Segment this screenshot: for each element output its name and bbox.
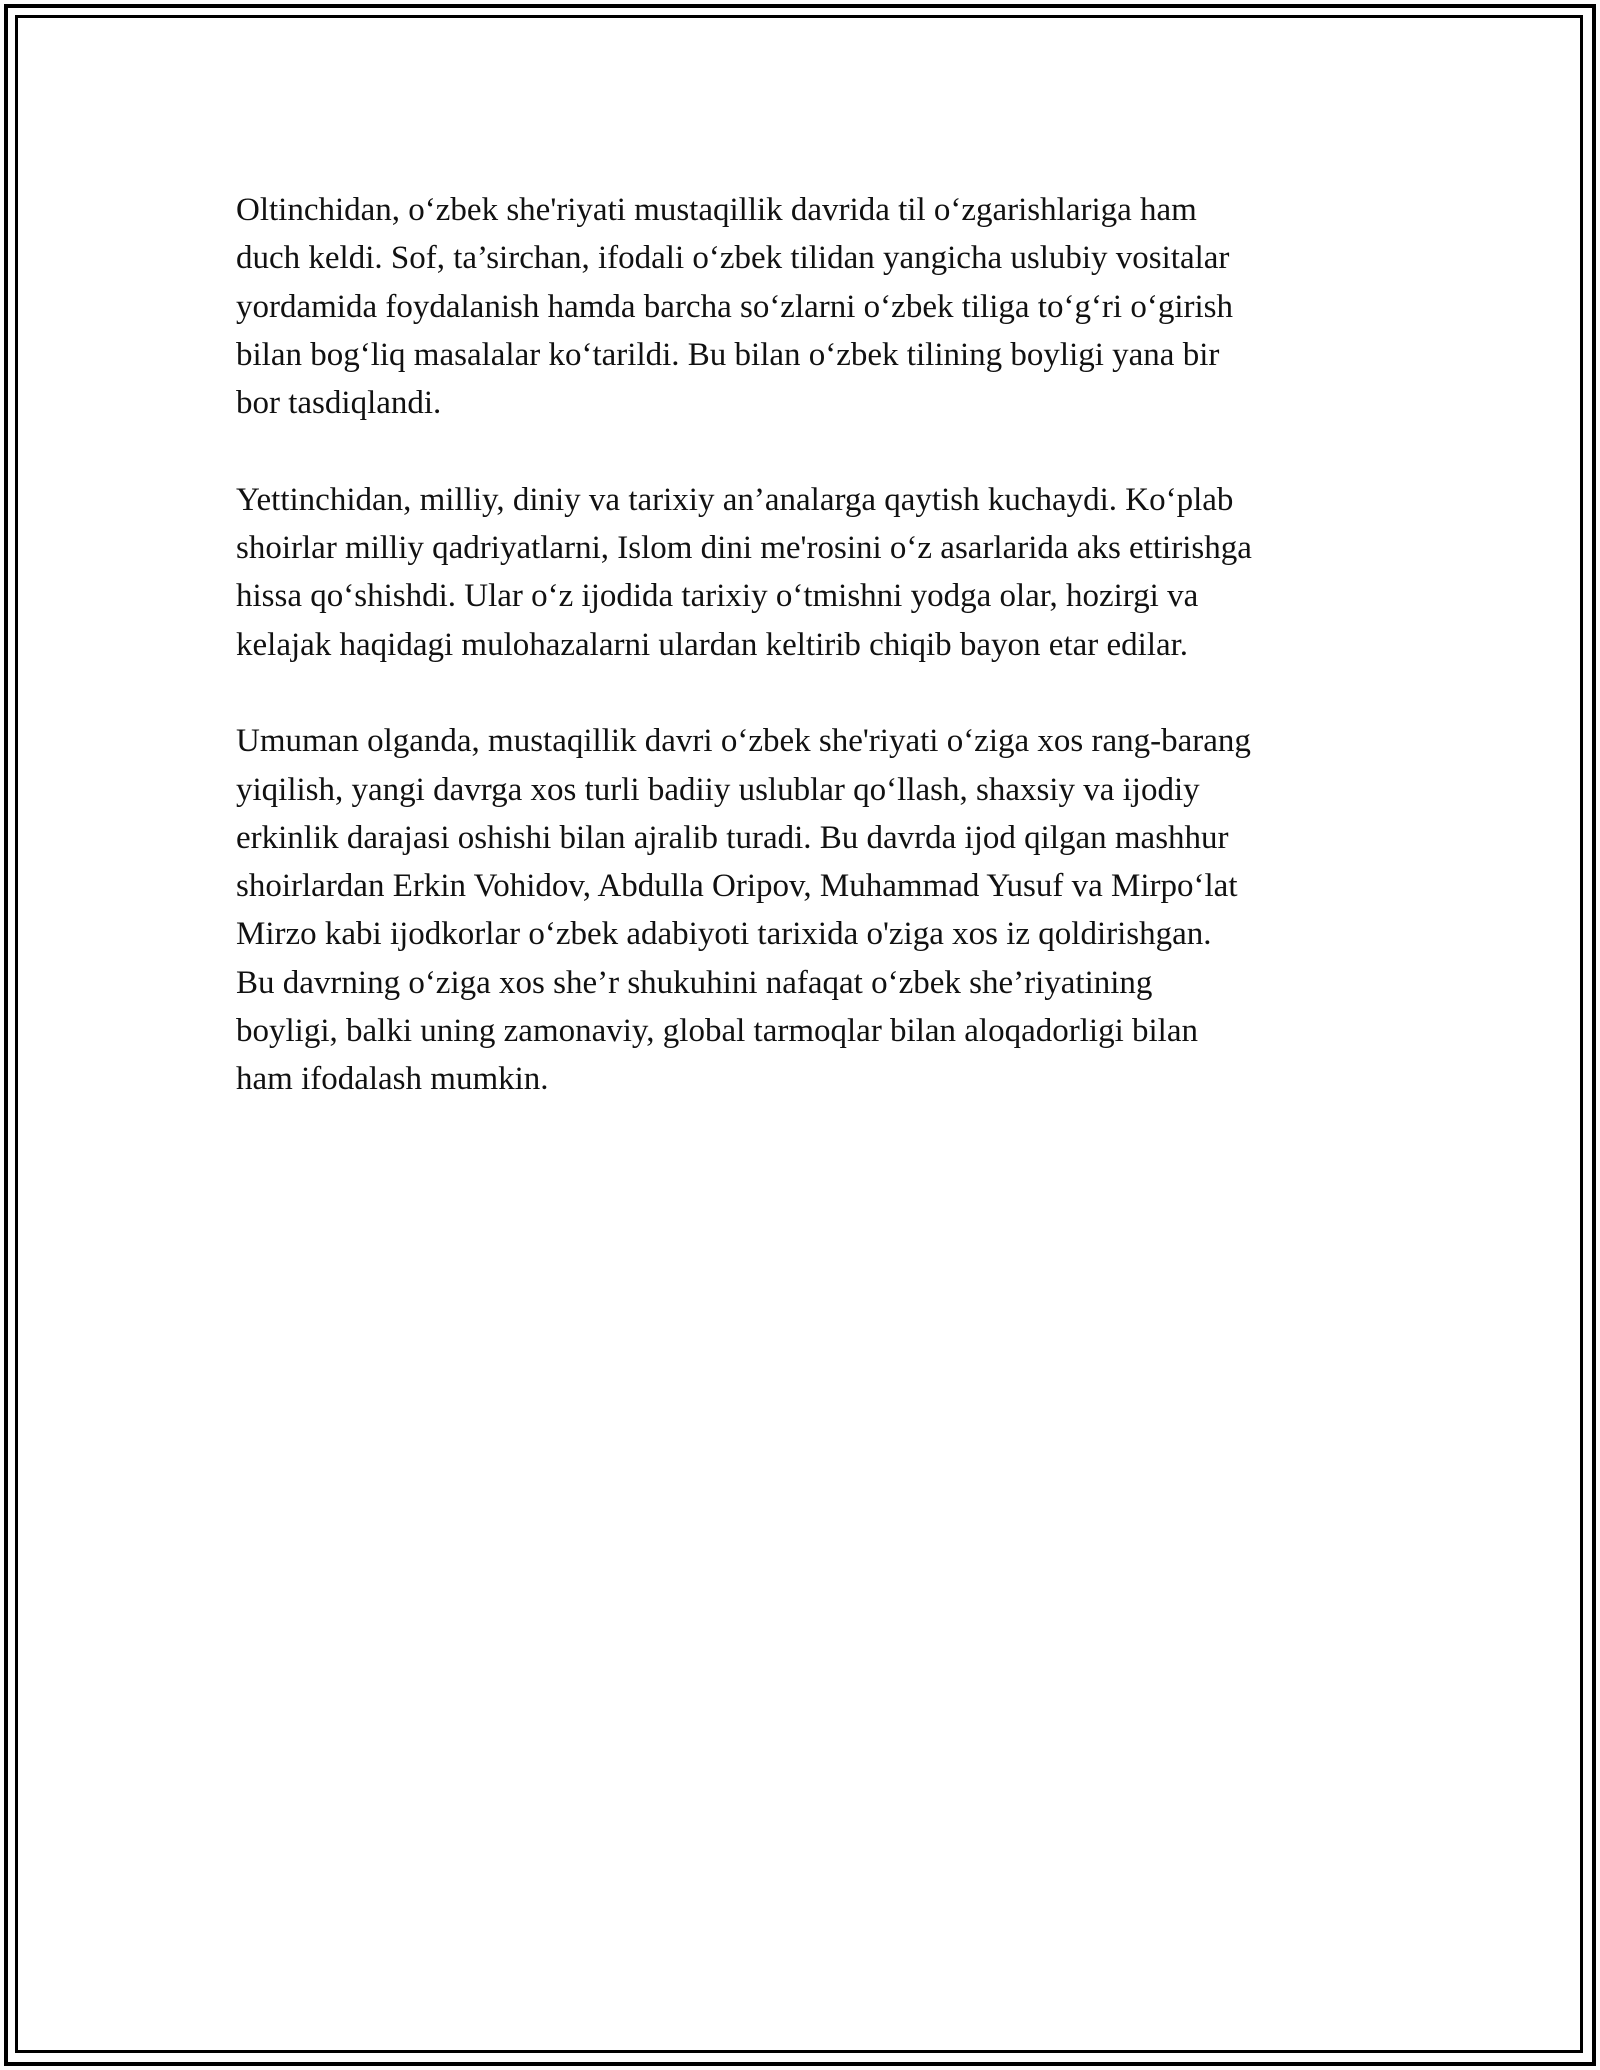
paragraph-line: hissa qo‘shishdi. Ular o‘z ijodida tarixiy o‘tmishni yodga olar, hozirgi va bbox=[236, 578, 1199, 615]
paragraph-1 bbox=[236, 186, 1386, 427]
paragraph-line: bilan bog‘liq masalalar ko‘tarildi. Bu bilan o‘zbek tilining boyligi yana bir bbox=[236, 336, 1220, 373]
document-body bbox=[236, 186, 1386, 1152]
paragraph-line: duch keldi. Sof, ta’sirchan, ifodali o‘zbek tilidan yangicha uslubiy vositalar bbox=[236, 240, 1230, 277]
paragraph-line: yordamida foydalanish hamda barcha so‘zlarni o‘zbek tiliga to‘g‘ri o‘girish bbox=[236, 288, 1233, 325]
paragraph-line: ham ifodalash mumkin. bbox=[236, 1061, 549, 1098]
paragraph-line: Oltinchidan, o‘zbek she'riyati mustaqillik davrida til o‘zgarishlariga ham bbox=[236, 192, 1197, 228]
paragraph-line: Umuman olganda, mustaqillik davri o‘zbek she'riyati o‘ziga xos rang-barang bbox=[236, 723, 1251, 760]
paragraph-line: Bu davrning o‘ziga xos she’r shukuhini nafaqat o‘zbek she’riyatining bbox=[236, 964, 1153, 1001]
paragraph-line: Mirzo kabi ijodkorlar o‘zbek adabiyoti tarixida o'ziga xos iz qoldirishgan. bbox=[236, 916, 1212, 953]
paragraph-3 bbox=[236, 717, 1386, 1103]
paragraph-line: boyligi, balki uning zamonaviy, global tarmoqlar bilan aloqadorligi bilan bbox=[236, 1013, 1198, 1050]
paragraph-line: Yettinchidan, milliy, diniy va tarixiy an’analarga qaytish kuchaydi. Ko‘plab bbox=[236, 481, 1234, 518]
paragraph-line: shoirlardan Erkin Vohidov, Abdulla Oripov, Muhammad Yusuf va Mirpo‘lat bbox=[236, 868, 1238, 905]
paragraph-line: yiqilish, yangi davrga xos turli badiiy uslublar qo‘llash, shaxsiy va ijodiy bbox=[236, 771, 1200, 808]
paragraph-line: kelajak haqidagi mulohazalarni ulardan keltirib chiqib bayon etar edilar. bbox=[236, 626, 1189, 663]
paragraph-line: shoirlar milliy qadriyatlarni, Islom dini me'rosini o‘z asarlarida aks ettirishga bbox=[236, 530, 1252, 567]
paragraph-line: erkinlik darajasi oshishi bilan ajralib turadi. Bu davrda ijod qilgan mashhur bbox=[236, 819, 1229, 856]
paragraph-2 bbox=[236, 476, 1386, 669]
paragraph-line: bor tasdiqlandi. bbox=[236, 385, 442, 422]
